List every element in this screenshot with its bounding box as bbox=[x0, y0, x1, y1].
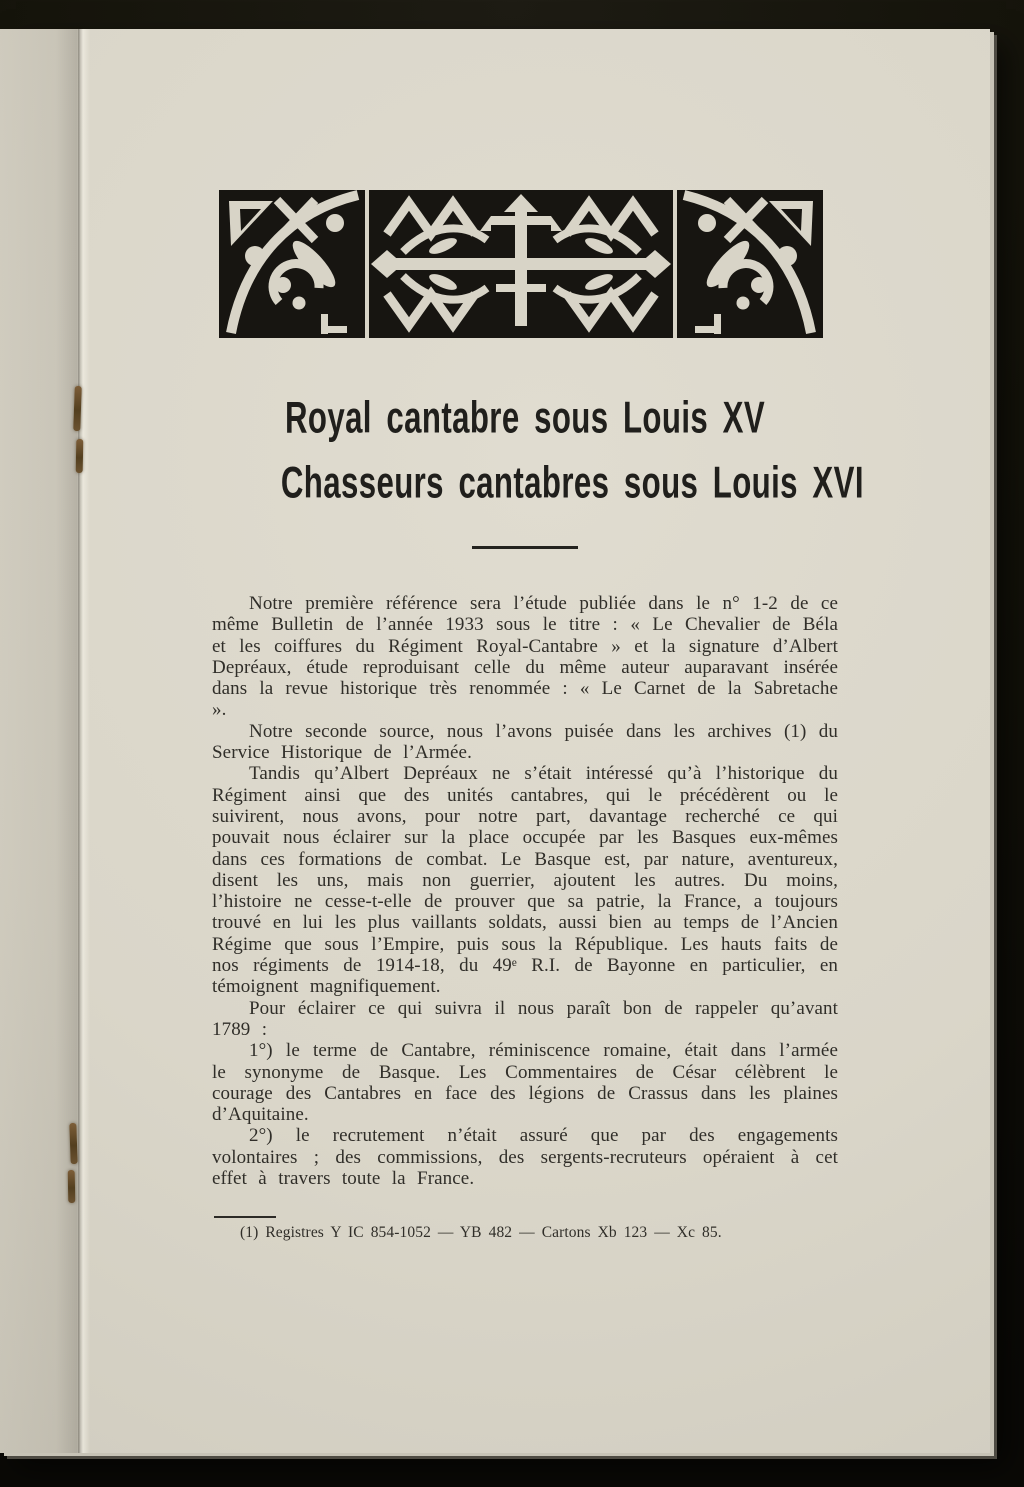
binding-stitch bbox=[76, 439, 84, 473]
paragraph-1: Notre première référence sera l’étude publiée dans le n° 1-2 de ce même Bulletin de l’année 1933 sous le titre : « Le Chevalier de Béla et les coiffures du Régiment Royal-Cantabre » et la signature d’Albert Depréaux, étude reproduisant celle du même auteur auparavant insérée dans la revue historique très renommée : « Le Carnet de la Sabretache ». bbox=[212, 593, 838, 721]
paragraph-5: 1°) le terme de Cantabre, réminiscence romaine, était dans l’armée le synonyme de Basque. Les Commentaires de César célèbrent le courage des Cantabres en face des légions de Crassus dans les plaines d’Aquitaine. bbox=[212, 1040, 838, 1126]
paragraph-3: Tandis qu’Albert Depréaux ne s’était intéressé qu’à l’historique du Régiment ainsi que des unités cantabres, qui le précédèrent ou le suivirent, nous avons, pour notre part, davantage recherché ce qui pouvait nous éclairer sur la place occupée par les Basques eux-mêmes dans ces formations de combat. Le Basque est, par nature, aventureux, disent les uns, mais non guerrier, ajoutent les autres. Du moins, l’histoire ne cesse-t-elle de prouver que sa patrie, la France, a toujours trouvé en lui les plus vaillants soldats, aussi bien au temps de l’Ancien Régime que sous l’Empire, puis sous la République. Les hauts faits de nos régiments de 1914-18, du 49ᵉ R.I. de Bayonne en particulier, en témoignent magnifiquement. bbox=[212, 763, 838, 998]
paragraph-2: Notre seconde source, nous l’avons puisée dans les archives (1) du Service Historique de l’Armée. bbox=[212, 720, 838, 764]
paragraph-4: Pour éclairer ce qui suivra il nous paraît bon de rappeler qu’avant 1789 : bbox=[212, 997, 838, 1040]
paragraph-6: 2°) le recrutement n’était assuré que par des engagements volontaires ; des commissions, des sergents-recruteurs opéraient à cet effet à travers toute la France. bbox=[212, 1125, 838, 1190]
page-title-line2: Chasseurs cantabres sous Louis XVI bbox=[280, 458, 864, 508]
footnote-text: (1) Registres Y IC 854-1052 — YB 482 — Cartons Xb 123 — Xc 85. bbox=[240, 1224, 722, 1242]
page-title-line1: Royal cantabre sous Louis XV bbox=[284, 393, 766, 443]
binding-stitch bbox=[69, 1123, 77, 1164]
body-text-column bbox=[212, 593, 838, 1242]
page-gutter bbox=[0, 29, 80, 1453]
title-divider-rule bbox=[212, 536, 838, 554]
gutter-crease bbox=[78, 29, 90, 1453]
divider-line bbox=[472, 546, 578, 549]
binding-stitch bbox=[68, 1170, 76, 1203]
woodcut-ornament-icon bbox=[219, 190, 823, 338]
book-page bbox=[0, 29, 990, 1453]
footnote-rule bbox=[214, 1216, 276, 1218]
